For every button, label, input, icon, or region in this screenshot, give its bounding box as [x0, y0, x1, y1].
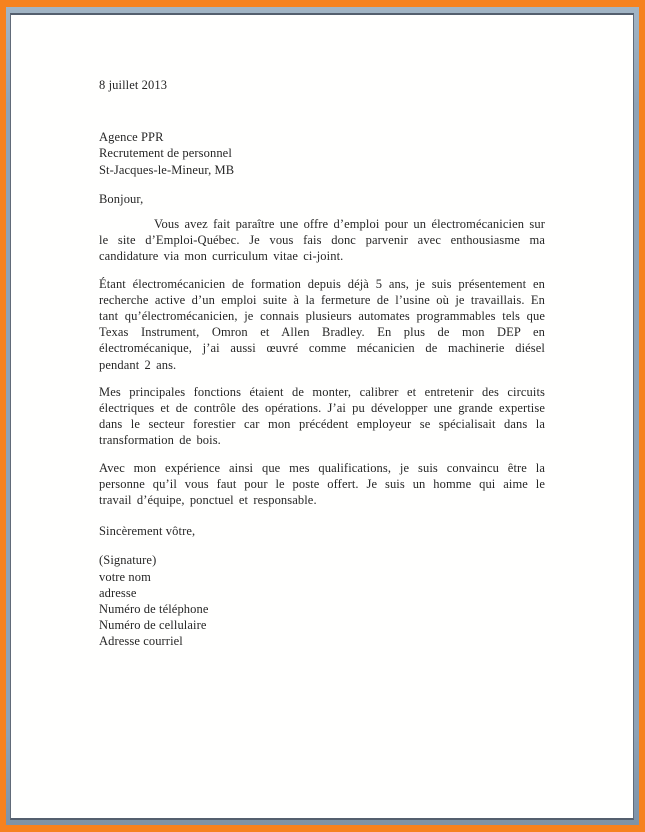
paragraph-qualifications: Avec mon expérience ainsi que mes qualifications, je suis convaincu être la personne qu’il vous faut pour le poste offert. Je suis un homme qui aime le travail d’équipe, ponctuel et responsable. — [99, 460, 545, 508]
recipient-line-company: Agence PPR — [99, 130, 164, 145]
paragraph-experience: Étant électromécanicien de formation depuis déjà 5 ans, je suis présentement en recherche active d’un emploi suite à la fermeture de l’usine où je travaillais. En tant qu’électromécanicien, je connais plusieurs automates programmables tels que Texas Instrument, Omron et Allen Bradley. En plus de mon DEP en électromécanique, j’ai aussi œuvré comme mécanicien de machinerie diésel pendant 2 ans. — [99, 276, 545, 372]
letter-date: 8 juillet 2013 — [99, 78, 168, 92]
recipient-block — [99, 129, 545, 178]
signature-email: Adresse courriel — [99, 634, 183, 649]
letter-page — [10, 13, 634, 820]
salutation: Bonjour, — [99, 191, 144, 206]
signature-block — [99, 552, 545, 649]
closing-salutation: Sincèrement vôtre, — [99, 524, 196, 539]
slate-mat-border — [6, 7, 639, 825]
signature-name: votre nom — [99, 569, 151, 584]
recipient-line-city: St-Jacques-le-Mineur, MB — [99, 162, 235, 177]
paragraph-functions: Mes principales fonctions étaient de monter, calibrer et entretenir des circuits électriques et de contrôle des opérations. J’ai pu développer une grande expertise dans le secteur forestier car mon précédent employeur se spécialisait dans la transformation de bois. — [99, 384, 545, 448]
recipient-line-department: Recrutement de personnel — [99, 146, 232, 161]
paragraph-introduction: Vous avez fait paraître une offre d’emploi pour un électromécanicien sur le site d’Emploi-Québec. Je vous fais donc parvenir avec enthousiasme ma candidature via mon curriculum vitae ci-joint. — [99, 217, 545, 264]
signature-address: adresse — [99, 585, 137, 600]
signature-placeholder: (Signature) — [99, 553, 157, 568]
signature-phone: Numéro de téléphone — [99, 602, 209, 617]
signature-cell: Numéro de cellulaire — [99, 618, 207, 633]
